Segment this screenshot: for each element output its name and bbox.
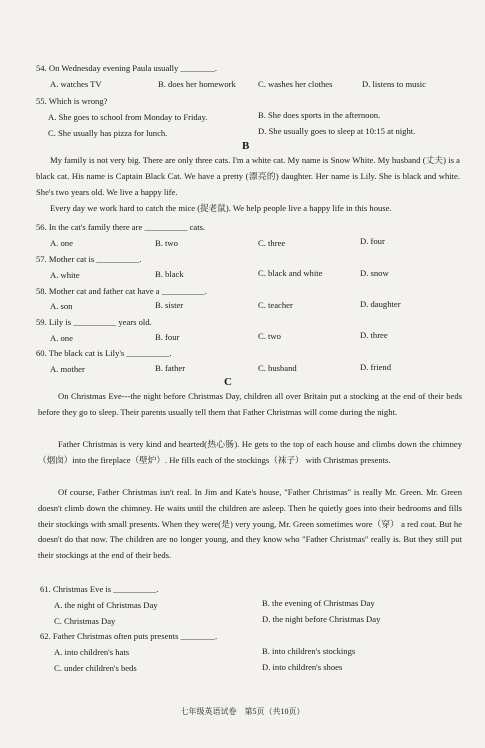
q56-option-d: D. four — [360, 236, 385, 246]
q62-option-c: C. under children's beds — [54, 663, 137, 673]
q62-stem: 62. Father Christmas often puts presents ________. — [40, 631, 218, 641]
q56-stem: 56. In the cat's family there are __________ cats. — [36, 222, 206, 232]
q61-option-c: C. Christmas Day — [54, 616, 116, 626]
section-c-paragraph-3: Of course, Father Christmas isn't real. In Jim and Kate's house, "Father Christmas" is really Mr. Green. Mr. Green doesn't climb down the chimney. He waits until the children are asleep. Then he quietly goes into their bedrooms and fills their stockings with small presents. When they were(是) very young, Mr. Green sometimes wore（穿） a red coat. But he doesn't do that now. The children are no longer young, and they know who "Father Christmas" really is. But they still put their stockings at the end of their beds. — [38, 487, 462, 561]
q62-option-b: B. into children's stockings — [262, 646, 356, 656]
q54-option-c: C. washes her clothes — [258, 79, 333, 89]
q61-stem: 61. Christmas Eve is __________. — [40, 584, 159, 594]
q58-stem: 58. Mother cat and father cat have a __________. — [36, 286, 207, 296]
q60-option-c: C. husband — [258, 363, 297, 373]
q55-option-b: B. She does sports in the afternoon. — [258, 110, 381, 120]
q56-option-b: B. two — [155, 238, 178, 248]
q62-option-d: D. into children's shoes — [262, 662, 343, 672]
q60-option-d: D. friend — [360, 362, 392, 372]
q61-option-a: A. the night of Christmas Day — [54, 600, 158, 610]
q62-option-a: A. into children's hats — [54, 647, 130, 657]
section-c-heading: C — [224, 376, 232, 388]
q54-option-b: B. does her homework — [158, 79, 236, 89]
q58-option-c: C. teacher — [258, 300, 293, 310]
q60-stem: 60. The black cat is Lily's __________. — [36, 348, 172, 358]
page-footer: 七年级英语试卷 第5页（共10页） — [180, 707, 305, 716]
q60-option-a: A. mother — [50, 364, 85, 374]
q59-option-d: D. three — [360, 330, 388, 340]
q57-option-d: D. snow — [360, 268, 389, 278]
q61-option-b: B. the evening of Christmas Day — [262, 598, 375, 608]
q58-option-a: A. son — [50, 301, 73, 311]
q58-option-b: B. sister — [155, 300, 184, 310]
q57-option-b: B. black — [155, 269, 184, 279]
q55-option-a: A. She goes to school from Monday to Friday. — [48, 112, 208, 122]
q55-stem: 55. Which is wrong? — [36, 96, 108, 106]
q54-stem: 54. On Wednesday evening Paula usually ________. — [36, 63, 218, 73]
section-c-paragraph-2: Father Christmas is very kind and hearted(热心肠). He gets to the top of each house and climbs down the chimney（烟囱）into the fireplace（壁炉）. He fills each of the stockings（袜子） with Christmas presents. — [38, 439, 462, 465]
q57-option-c: C. black and white — [258, 268, 323, 278]
section-c-paragraph-1: On Christmas Eve---the night before Christmas Day, children all over Britain put a stocking at the end of their beds before they go to sleep. Their parents usually tell them that Father Christmas will come during the night. — [38, 391, 462, 417]
q57-option-a: A. white — [50, 270, 80, 280]
q57-stem: 57. Mother cat is __________. — [36, 254, 142, 264]
q59-option-c: C. two — [258, 331, 281, 341]
q54-option-a: A. watches TV — [50, 79, 102, 89]
q55-option-c: C. She usually has pizza for lunch. — [48, 128, 168, 138]
q56-option-c: C. three — [258, 238, 286, 248]
q61-option-d: D. the night before Christmas Day — [262, 614, 381, 624]
section-b-paragraph-2: Every day we work hard to catch the mice (捉老鼠). We help people live a happy life in this house. — [50, 203, 392, 213]
q59-option-b: B. four — [155, 332, 180, 342]
q60-option-b: B. father — [155, 363, 186, 373]
q55-option-d: D. She usually goes to sleep at 10:15 at night. — [258, 126, 416, 136]
q58-option-d: D. daughter — [360, 299, 401, 309]
section-b-heading: B — [242, 140, 250, 152]
q56-option-a: A. one — [50, 238, 73, 248]
q59-stem: 59. Lily is __________ years old. — [36, 317, 152, 327]
q59-option-a: A. one — [50, 333, 73, 343]
q54-option-d: D. listens to music — [362, 79, 426, 89]
section-b-paragraph-1: My family is not very big. There are only three cats. I'm a white cat. My name is Snow White. My husband (丈夫) is a black cat. His name is Captain Black Cat. We have a pretty (漂亮的) daughter. Her name is Lily. She is black and white. She's two years old. We live a happy life. — [36, 155, 460, 197]
